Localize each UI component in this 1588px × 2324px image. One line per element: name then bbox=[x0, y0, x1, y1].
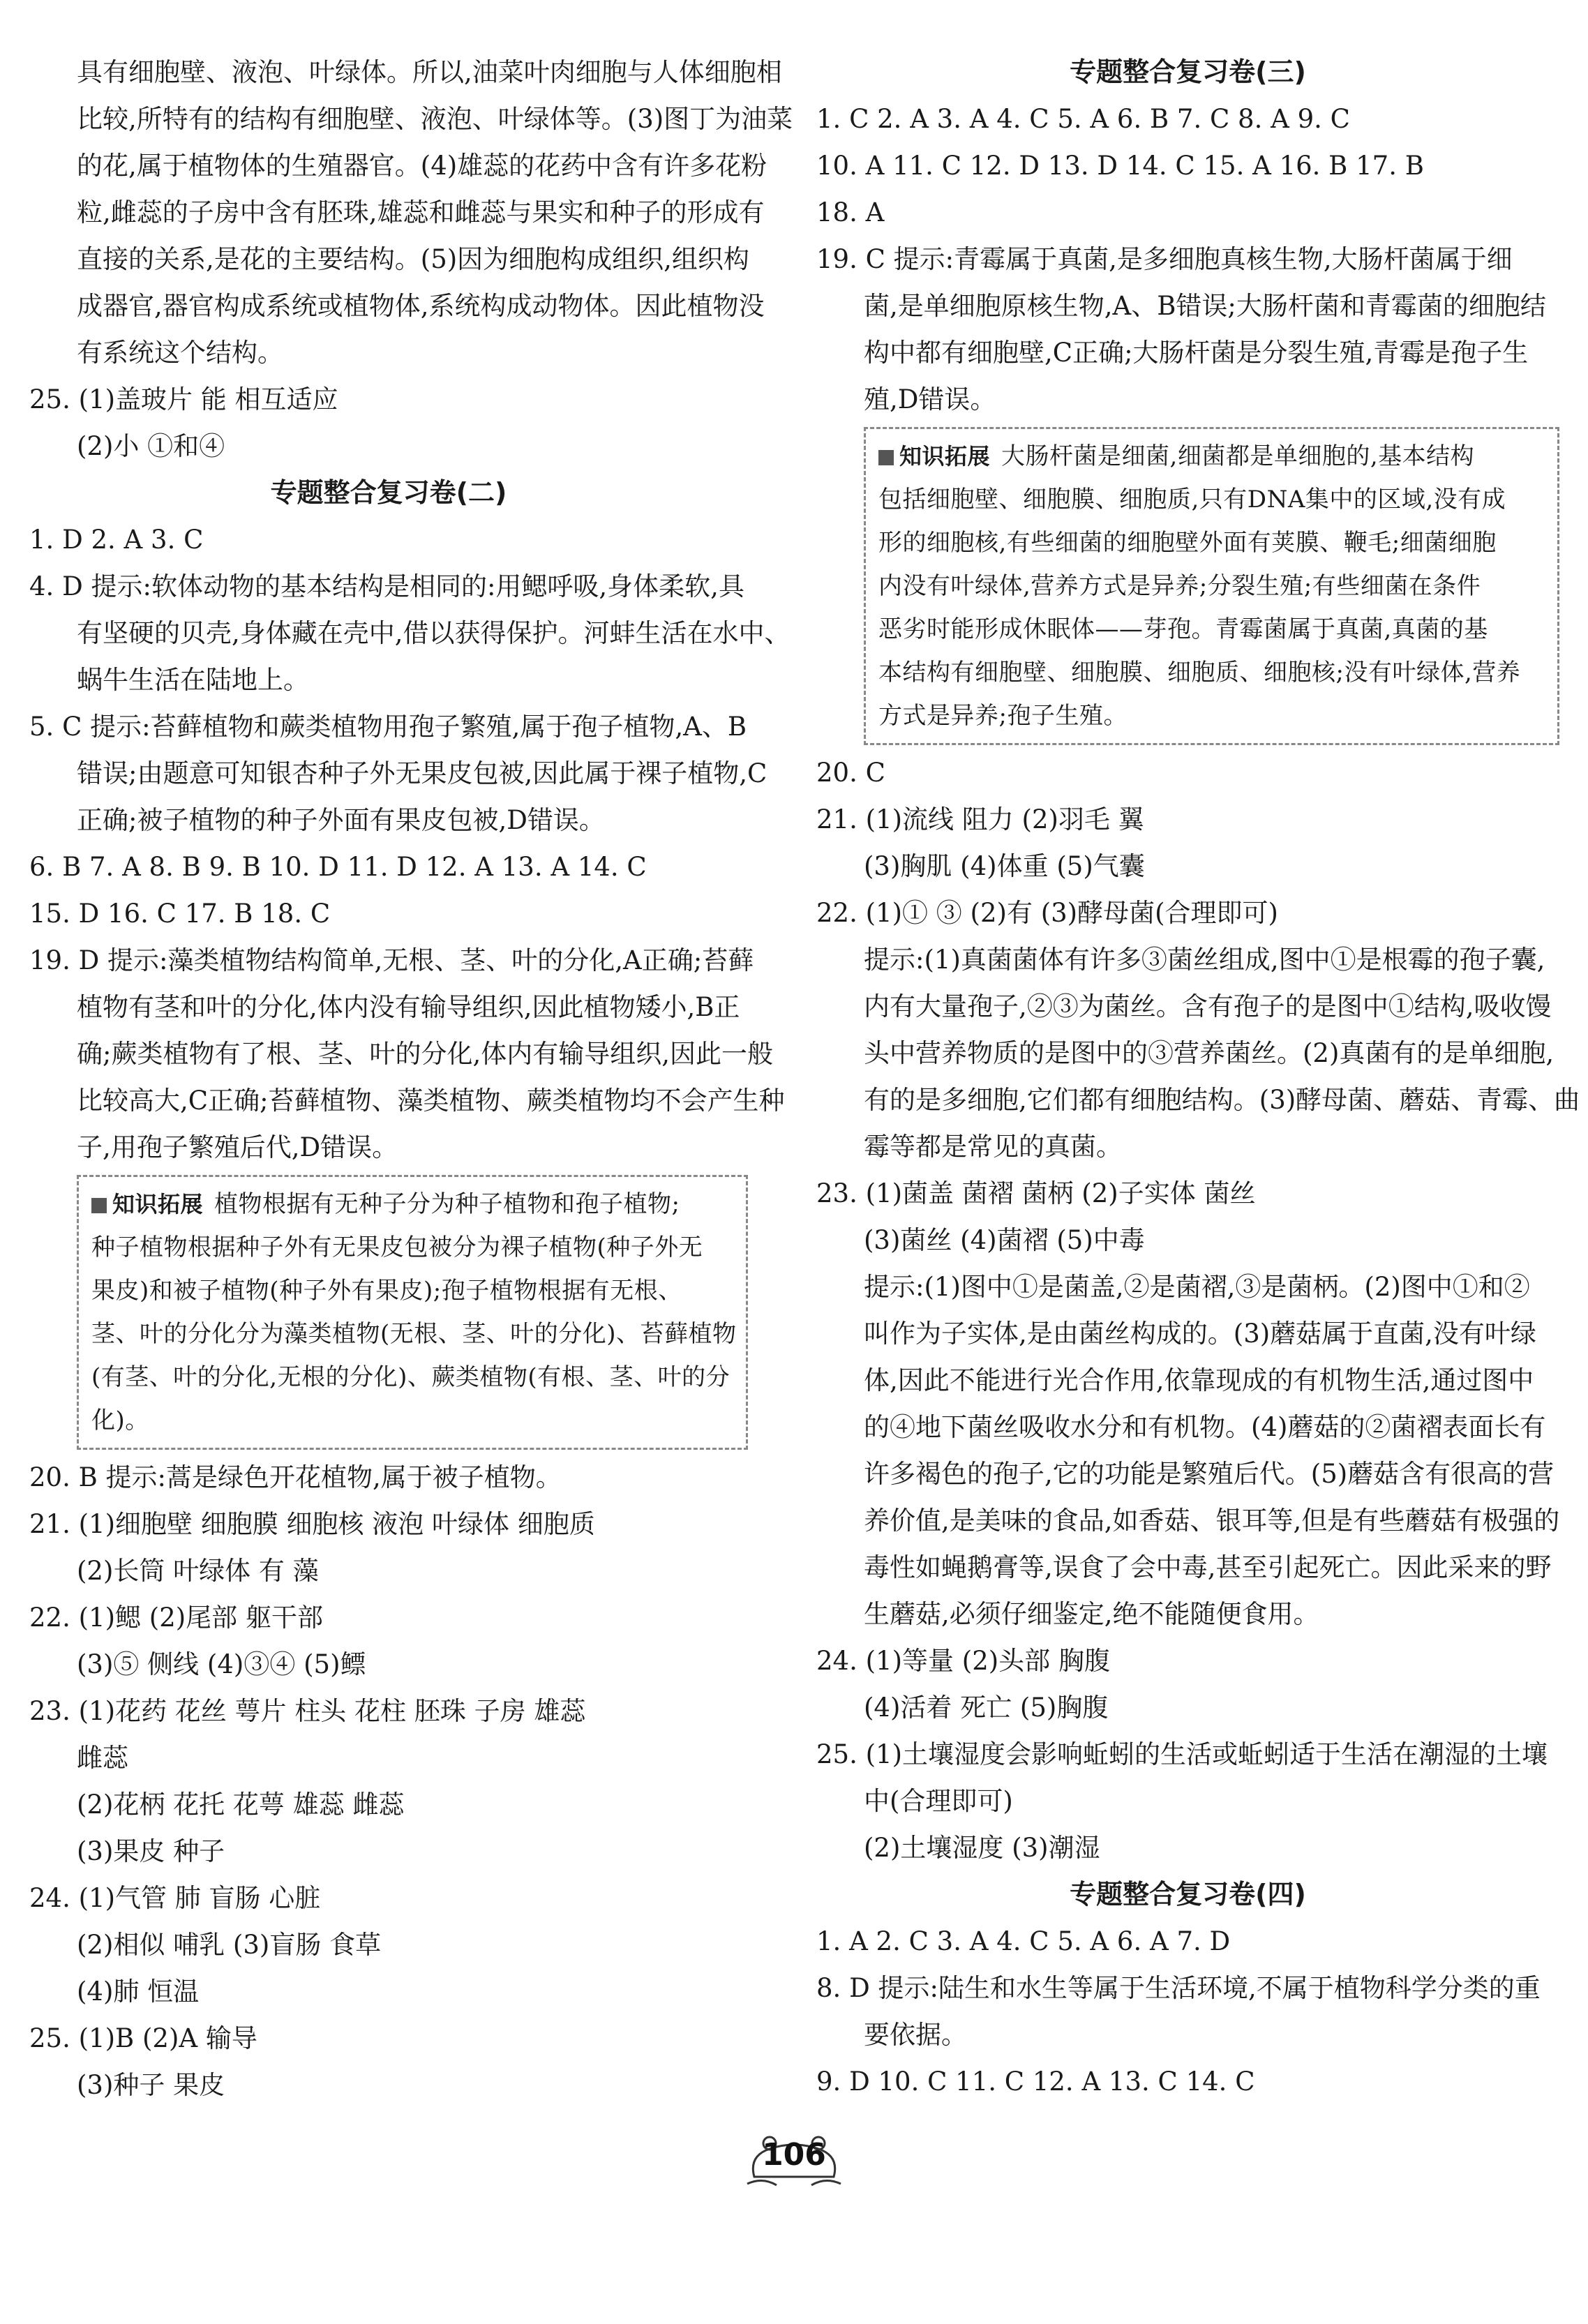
answer-line: 提示:(1)图中①是菌盖,②是菌褶,③是菌柄。(2)图中①和② bbox=[864, 1272, 1530, 1302]
answer-line: 子,用孢子繁殖后代,D错误。 bbox=[77, 1132, 398, 1162]
answer-line: 8. D 提示:陆生和水生等属于生活环境,不属于植物科学分类的重 bbox=[816, 1973, 1541, 2003]
answer-line: 1. C 2. A 3. A 4. C 5. A 6. B 7. C 8. A 9. C bbox=[816, 104, 1350, 134]
answer-line: (3)胸肌 (4)体重 (5)气囊 bbox=[864, 851, 1145, 881]
answer-line: 直接的关系,是花的主要结构。(5)因为细胞构成组织,组织构 bbox=[77, 244, 749, 274]
answer-line: 霉等都是常见的真菌。 bbox=[864, 1132, 1122, 1162]
box-line bbox=[878, 435, 1545, 478]
answer-line: 有的是多细胞,它们都有细胞结构。(3)酵母菌、蘑菇、青霉、曲 bbox=[864, 1085, 1580, 1115]
answer-line: 粒,雌蕊的子房中含有胚珠,雄蕊和雌蕊与果实和种子的形成有 bbox=[77, 197, 765, 227]
box-line bbox=[91, 1183, 733, 1226]
answer-line: 比较,所特有的结构有细胞壁、液泡、叶绿体等。(3)图丁为油菜 bbox=[77, 104, 793, 134]
box-text: 大肠杆菌是细菌,细菌都是单细胞的,基本结构 bbox=[1001, 442, 1475, 470]
answer-line: (3)种子 果皮 bbox=[77, 2070, 225, 2100]
answer-line: 殖,D错误。 bbox=[864, 384, 996, 414]
answer-line: (4)肺 恒温 bbox=[77, 1977, 200, 2007]
left-column bbox=[29, 49, 793, 2108]
answer-line: 毒性如蝇鹅膏等,误食了会中毒,甚至引起死亡。因此采来的野 bbox=[864, 1552, 1552, 1582]
box-text: 植物根据有无种子分为种子植物和孢子植物; bbox=[214, 1190, 680, 1218]
answer-line: 植物有茎和叶的分化,体内没有输导组织,因此植物矮小,B正 bbox=[77, 992, 740, 1022]
answer-line: (2)小 ①和④ bbox=[77, 431, 225, 461]
answer-line: 叫作为子实体,是由菌丝构成的。(3)蘑菇属于直菌,没有叶绿 bbox=[864, 1319, 1536, 1349]
answer-line: 9. D 10. C 11. C 12. A 13. C 14. C bbox=[816, 2067, 1255, 2097]
answer-line: 22. (1)鳃 (2)尾部 躯干部 bbox=[29, 1603, 323, 1633]
knowledge-extension-label: 知识拓展 bbox=[878, 443, 990, 470]
answer-line: 比较高大,C正确;苔藓植物、藻类植物、蕨类植物均不会产生种 bbox=[77, 1086, 785, 1116]
answer-line: 要依据。 bbox=[864, 2020, 967, 2050]
answer-line: 头中营养物质的是图中的③营养菌丝。(2)真菌有的是单细胞, bbox=[864, 1038, 1555, 1068]
box-line: 恶劣时能形成休眠体——芽孢。青霉菌属于真菌,真菌的基 bbox=[878, 615, 1488, 643]
answer-line: 24. (1)气管 肺 盲肠 心脏 bbox=[29, 1883, 321, 1913]
answer-line: 25. (1)B (2)A 输导 bbox=[29, 2023, 257, 2053]
page-number: 106 bbox=[762, 2137, 826, 2173]
answer-line: 20. B 提示:蒿是绿色开花植物,属于被子植物。 bbox=[29, 1462, 562, 1492]
answer-line: 15. D 16. C 17. B 18. C bbox=[29, 899, 331, 929]
answer-line: (3)菌丝 (4)菌褶 (5)中毒 bbox=[864, 1225, 1145, 1255]
answer-line: 1. D 2. A 3. C bbox=[29, 525, 204, 555]
answer-line: 24. (1)等量 (2)头部 胸腹 bbox=[816, 1646, 1110, 1676]
answer-line: 成器官,器官构成系统或植物体,系统构成动物体。因此植物没 bbox=[77, 291, 765, 321]
answer-line: 20. C bbox=[816, 758, 885, 788]
box-line: 本结构有细胞壁、细胞膜、细胞质、细胞核;没有叶绿体,营养 bbox=[878, 659, 1521, 687]
answer-line: (4)活着 死亡 (5)胸腹 bbox=[864, 1693, 1109, 1723]
answer-line: 生蘑菇,必须仔细鉴定,绝不能随便食用。 bbox=[864, 1599, 1319, 1629]
answer-line: 6. B 7. A 8. B 9. B 10. D 11. D 12. A 13. A 14. C bbox=[29, 852, 647, 882]
answer-line: 21. (1)流线 阻力 (2)羽毛 翼 bbox=[816, 804, 1144, 834]
section-title: 专题整合复习卷(四) bbox=[1070, 1879, 1306, 1910]
box-line: 果皮)和被子植物(种子外有果皮);孢子植物根据有无根、 bbox=[91, 1277, 682, 1305]
box-line: 方式是异养;孢子生殖。 bbox=[878, 702, 1128, 730]
answer-line: 确;蕨类植物有了根、茎、叶的分化,体内有输导组织,因此一般 bbox=[77, 1039, 773, 1069]
answer-line: (3)果皮 种子 bbox=[77, 1836, 225, 1866]
box-line: 包括细胞壁、细胞膜、细胞质,只有DNA集中的区域,没有成 bbox=[878, 486, 1506, 513]
box-line: 种子植物根据种子外有无果皮包被分为裸子植物(种子外无 bbox=[91, 1234, 703, 1261]
answer-line: 内有大量孢子,②③为菌丝。含有孢子的是图中①结构,吸收馒 bbox=[864, 991, 1552, 1021]
answer-line: 25. (1)土壤湿度会影响蚯蚓的生活或蚯蚓适于生活在潮湿的土壤 bbox=[816, 1739, 1548, 1769]
answer-line: 有坚硬的贝壳,身体藏在壳中,借以获得保护。河蚌生活在水中、 bbox=[77, 618, 791, 648]
knowledge-extension-box bbox=[77, 1175, 748, 1450]
answer-line: 4. D 提示:软体动物的基本结构是相同的:用鳃呼吸,身体柔软,具 bbox=[29, 571, 744, 601]
section-title: 专题整合复习卷(三) bbox=[1070, 57, 1306, 87]
answer-line: 有系统这个结构。 bbox=[77, 338, 283, 368]
answer-line: 18. A bbox=[816, 197, 885, 227]
answer-line: 具有细胞壁、液泡、叶绿体。所以,油菜叶肉细胞与人体细胞相 bbox=[77, 57, 782, 87]
answer-line: 23. (1)花药 花丝 萼片 柱头 花柱 胚珠 子房 雄蕊 bbox=[29, 1696, 586, 1726]
section-title: 专题整合复习卷(二) bbox=[270, 477, 507, 508]
answer-line: 的④地下菌丝吸收水分和有机物。(4)蘑菇的②菌褶表面长有 bbox=[864, 1412, 1546, 1442]
answer-line: 养价值,是美味的食品,如香菇、银耳等,但是有些蘑菇有极强的 bbox=[864, 1506, 1560, 1536]
answer-line: 10. A 11. C 12. D 13. D 14. C 15. A 16. B 17. B bbox=[816, 151, 1424, 181]
answer-line: (2)长筒 叶绿体 有 藻 bbox=[77, 1556, 319, 1586]
answer-line: 许多褐色的孢子,它的功能是繁殖后代。(5)蘑菇含有很高的营 bbox=[864, 1459, 1555, 1489]
answer-line: 中(合理即可) bbox=[864, 1786, 1013, 1816]
answer-line: 提示:(1)真菌菌体有许多③菌丝组成,图中①是根霉的孢子囊, bbox=[864, 945, 1545, 975]
answer-line: 25. (1)盖玻片 能 相互适应 bbox=[29, 384, 338, 414]
answer-line: 21. (1)细胞壁 细胞膜 细胞核 液泡 叶绿体 细胞质 bbox=[29, 1509, 595, 1539]
answer-line: 的花,属于植物体的生殖器官。(4)雄蕊的花药中含有许多花粉 bbox=[77, 151, 767, 181]
box-line: 化)。 bbox=[91, 1407, 149, 1434]
answer-line: 蜗牛生活在陆地上。 bbox=[77, 665, 309, 695]
answer-line: 构中都有细胞壁,C正确;大肠杆菌是分裂生殖,青霉是孢子生 bbox=[864, 338, 1529, 368]
box-line: 形的细胞核,有些细菌的细胞壁外面有荚膜、鞭毛;细菌细胞 bbox=[878, 529, 1497, 557]
answer-line: (2)相似 哺乳 (3)盲肠 食草 bbox=[77, 1930, 382, 1960]
answer-line: (2)土壤湿度 (3)潮湿 bbox=[864, 1833, 1100, 1863]
answer-line: (3)⑤ 侧线 (4)③④ (5)鳔 bbox=[77, 1649, 366, 1679]
answer-line: 错误;由题意可知银杏种子外无果皮包被,因此属于裸子植物,C bbox=[77, 758, 767, 788]
right-column bbox=[816, 49, 1580, 2105]
answer-line: 1. A 2. C 3. A 4. C 5. A 6. A 7. D bbox=[816, 1926, 1231, 1956]
answer-line: 19. D 提示:藻类植物结构简单,无根、茎、叶的分化,A正确;苔藓 bbox=[29, 945, 754, 975]
answer-line: 雌蕊 bbox=[77, 1743, 128, 1773]
answer-line: (2)花柄 花托 花萼 雄蕊 雌蕊 bbox=[77, 1790, 405, 1820]
knowledge-extension-box bbox=[864, 427, 1559, 745]
box-line: 茎、叶的分化分为藻类植物(无根、茎、叶的分化)、苔藓植物 bbox=[91, 1320, 737, 1348]
answer-line: 19. C 提示:青霉属于真菌,是多细胞真核生物,大肠杆菌属于细 bbox=[816, 244, 1513, 274]
answer-line: 菌,是单细胞原核生物,A、B错误;大肠杆菌和青霉菌的细胞结 bbox=[864, 291, 1546, 321]
answer-line: 体,因此不能进行光合作用,依靠现成的有机物生活,通过图中 bbox=[864, 1365, 1534, 1395]
answer-line: 22. (1)① ③ (2)有 (3)酵母菌(合理即可) bbox=[816, 898, 1278, 928]
box-line: 内没有叶绿体,营养方式是异养;分裂生殖;有些细菌在条件 bbox=[878, 572, 1481, 600]
knowledge-extension-label: 知识拓展 bbox=[91, 1191, 203, 1217]
box-line: (有茎、叶的分化,无根的分化)、蕨类植物(有根、茎、叶的分 bbox=[91, 1363, 731, 1391]
answer-line: 正确;被子植物的种子外面有果皮包被,D错误。 bbox=[77, 805, 605, 835]
answer-line: 5. C 提示:苔藓植物和蕨类植物用孢子繁殖,属于孢子植物,A、B bbox=[29, 712, 747, 742]
answer-line: 23. (1)菌盖 菌褶 菌柄 (2)子实体 菌丝 bbox=[816, 1178, 1256, 1208]
